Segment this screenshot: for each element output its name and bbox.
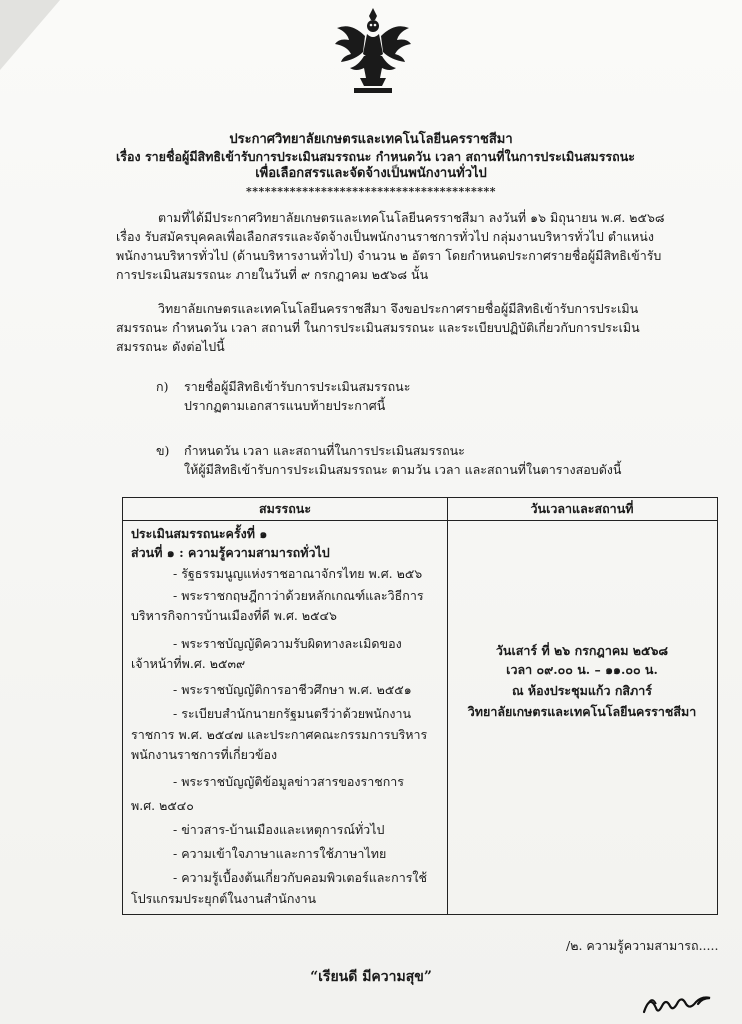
garuda-emblem-icon — [332, 6, 414, 98]
round-title: ประเมินสมรรถนะครั้งที่ ๑ — [131, 526, 268, 541]
list-item: - ข่าวสาร-บ้านเมืองและเหตุการณ์ทั่วไป — [173, 822, 385, 837]
part-title: ส่วนที่ ๑ : ความรู้ความสามารถทั่วไป — [131, 545, 330, 560]
paragraph-1-line-1: ตามที่ได้มีประกาศวิทยาลัยเกษตรและเทคโนโลยีนครราชสีมา ลงวันที่ ๑๖ มิถุนายน พ.ศ. ๒๕๖๘ — [158, 210, 665, 225]
item-a-line-2: ปรากฏตามเอกสารแนบท้ายประกาศนี้ — [184, 398, 386, 413]
item-a-line-1: รายชื่อผู้มีสิทธิเข้ารับการประเมินสมรรถนะ — [184, 379, 411, 394]
list-item: - พระราชบัญญัติการอาชีวศึกษา พ.ศ. ๒๕๕๑ — [173, 682, 412, 697]
list-item-continuation: พนักงานราชการที่เกี่ยวข้อง — [131, 747, 278, 762]
table-header-divider — [123, 520, 717, 521]
motto: “เรียนดี มีความสุข” — [310, 969, 432, 985]
exam-date: วันเสาร์ ที่ ๒๖ กรกฎาคม ๒๕๖๘ — [495, 643, 669, 658]
list-item: - ความรู้เบื้องต้นเกี่ยวกับคอมพิวเตอร์และการใช้ — [173, 870, 428, 885]
list-item-continuation: ราชการ พ.ศ. ๒๕๔๗ และประกาศคณะกรรมการบริหาร — [131, 727, 428, 742]
paragraph-1-line-3: พนักงานบริหารทั่วไป (ด้านบริหารงานทั่วไป) จำนวน ๒ อัตรา โดยกำหนดประกาศรายชื่อผู้มีสิทธิเข้ารับ — [116, 248, 662, 263]
exam-institution: วิทยาลัยเกษตรและเทคโนโลยีนครราชสีมา — [467, 704, 697, 719]
subject-line-2: เพื่อเลือกสรรและจัดจ้างเป็นพนักงานทั่วไป — [255, 166, 487, 181]
item-b-marker: ข) — [156, 443, 170, 458]
list-item-continuation: บริหารกิจการบ้านเมืองที่ดี พ.ศ. ๒๕๔๖ — [131, 608, 337, 623]
paragraph-2-line-2: สมรรถนะ กำหนดวัน เวลา สถานที่ ในการประเมินสมรรถนะ และระเบียบปฏิบัติเกี่ยวกับการประเมิน — [116, 320, 640, 335]
table-header-competency: สมรรถนะ — [258, 501, 312, 516]
item-b-line-2: ให้ผู้มีสิทธิเข้ารับการประเมินสมรรถนะ ตามวัน เวลา และสถานที่ในตารางสอบดังนี้ — [184, 462, 622, 477]
list-item: - พระราชบัญญัติความรับผิดทางละเมิดของ — [173, 636, 402, 651]
list-item-continuation: เจ้าหน้าที่พ.ศ. ๒๕๓๙ — [131, 656, 246, 671]
divider-stars: **************************************** — [245, 185, 497, 198]
list-item: - ความเข้าใจภาษาและการใช้ภาษาไทย — [173, 846, 387, 861]
paragraph-1-line-2: เรื่อง รับสมัครบุคคลเพื่อเลือกสรรและจัดจ้างเป็นพนักงานราชการทั่วไป กลุ่มงานบริหารทั่วไป ตำแหน่ง — [116, 229, 654, 244]
list-item-continuation: พ.ศ. ๒๕๔๐ — [131, 798, 194, 813]
list-item: - พระราชกฤษฎีกาว่าด้วยหลักเกณฑ์และวิธีการ — [173, 588, 424, 603]
paragraph-2-line-1: วิทยาลัยเกษตรและเทคโนโลยีนครราชสีมา จึงขอประกาศรายชื่อผู้มีสิทธิเข้ารับการประเมิน — [158, 301, 639, 316]
page-fold-shadow — [0, 0, 60, 70]
paragraph-1-line-4: การประเมินสมรรถนะ ภายในวันที่ ๙ กรกฎาคม ๒๕๖๘ นั้น — [116, 267, 429, 282]
subject-line-1: เรื่อง รายชื่อผู้มีสิทธิเข้ารับการประเมินสมรรถนะ กำหนดวัน เวลา สถานที่ในการประเมินสมรรถนะ — [116, 149, 635, 164]
paragraph-2-line-3: สมรรถนะ ดังต่อไปนี้ — [116, 339, 225, 354]
list-item: - รัฐธรรมนูญแห่งราชอาณาจักรไทย พ.ศ. ๒๕๖ — [173, 566, 423, 581]
schedule-table — [122, 497, 718, 915]
handwritten-signature — [640, 990, 720, 1020]
exam-room: ณ ห้องประชุมแก้ว กสิภาร์ — [511, 683, 653, 698]
list-item-continuation: โปรแกรมประยุกต์ในงานสำนักงาน — [131, 891, 317, 906]
announcement-title: ประกาศวิทยาลัยเกษตรและเทคโนโลยีนครราชสีมา — [229, 132, 513, 147]
table-header-date-place: วันเวลาและสถานที่ — [530, 501, 634, 516]
item-a-marker: ก) — [156, 379, 169, 394]
list-item: - พระราชบัญญัติข้อมูลข่าวสารของราชการ — [173, 774, 405, 789]
exam-time: เวลา ๐๙.๐๐ น. – ๑๑.๐๐ น. — [506, 662, 658, 677]
list-item: - ระเบียบสำนักนายกรัฐมนตรีว่าด้วยพนักงาน — [173, 706, 412, 721]
item-b-line-1: กำหนดวัน เวลา และสถานที่ในการประเมินสมรรถนะ — [184, 443, 465, 458]
continued-page-note: /๒. ความรู้ความสามารถ..... — [566, 938, 719, 953]
